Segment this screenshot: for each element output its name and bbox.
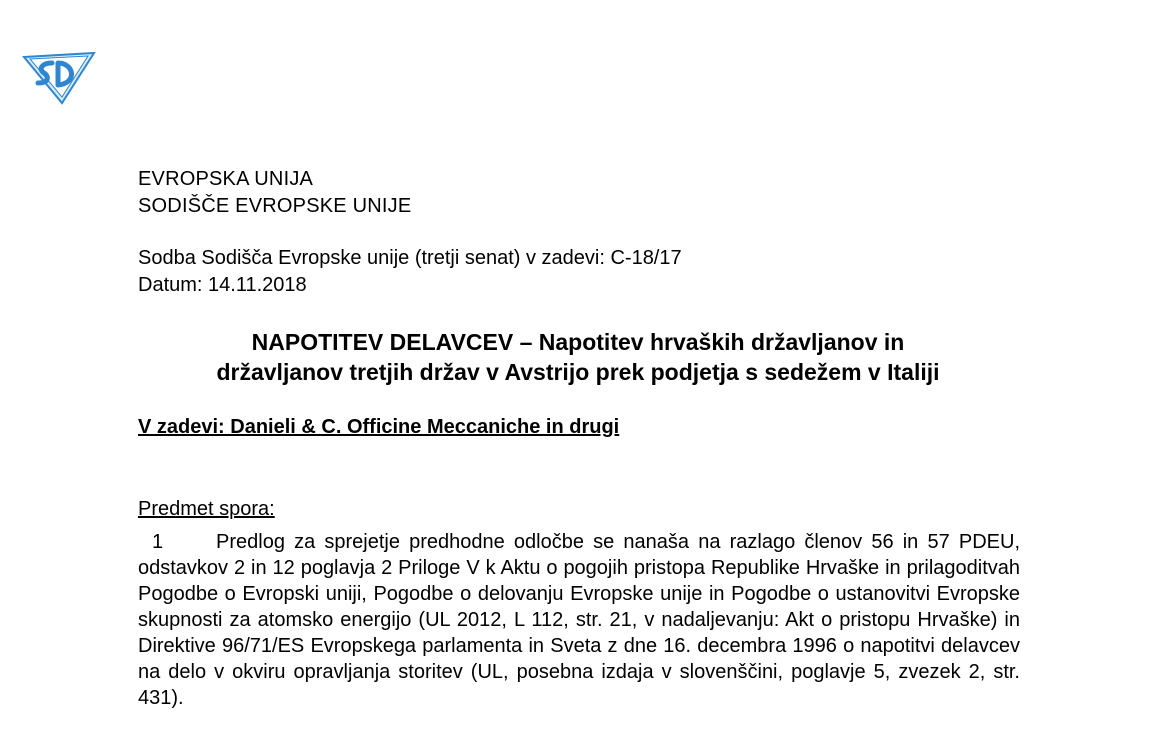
publisher-logo (22, 47, 96, 105)
paragraph-1 (138, 529, 1020, 711)
subject-heading: Predmet spora: (138, 498, 275, 520)
title-line-1: NAPOTITEV DELAVCEV – Napotitev hrvaških državljanov in (251, 329, 905, 355)
judgment-reference: Sodba Sodišča Evropske unije (tretji senat) v zadevi: C-18/17 (138, 247, 682, 269)
paragraph-number: 1 (152, 531, 164, 553)
paragraph-text: Predlog za sprejetje predhodne odločbe se nanaša na razlago členov 56 in 57 PDEU, odstavkov 2 in 12 poglavja 2 Priloge V k Aktu o pogojih pristopa Republike Hrvaške in prilagoditvah Pogodbe o Evropski uniji, Pogodbe o delovanju Evropske unije in Pogodbe o ustanovitvi Evropske skupnosti za atomsko energijo (UL 2012, L 112, str. 21, v nadaljevanju: Akt o pristopu Hrvaške) in Direktive 96/71/ES Evropskega parlamenta in Sveta z dne 16. decembra 1996 o napotitvi delavcev na delo v okviru opravljanja storitev (UL, posebna izdaja v slovenščini, poglavje 5, zvezek 2, str. 431). (138, 531, 1020, 709)
judgment-date: Datum: 14.11.2018 (138, 274, 307, 296)
case-name: V zadevi: Danieli & C. Officine Meccaniche in drugi (138, 416, 620, 438)
document-title (138, 327, 1018, 387)
title-line-2: državljanov tretjih držav v Avstrijo prek podjetja s sedežem v Italiji (216, 359, 940, 385)
court-header (138, 166, 411, 220)
case-info (138, 245, 682, 299)
header-court: SODIŠČE EVROPSKE UNIJE (138, 195, 412, 217)
header-union: EVROPSKA UNIJA (138, 168, 314, 190)
